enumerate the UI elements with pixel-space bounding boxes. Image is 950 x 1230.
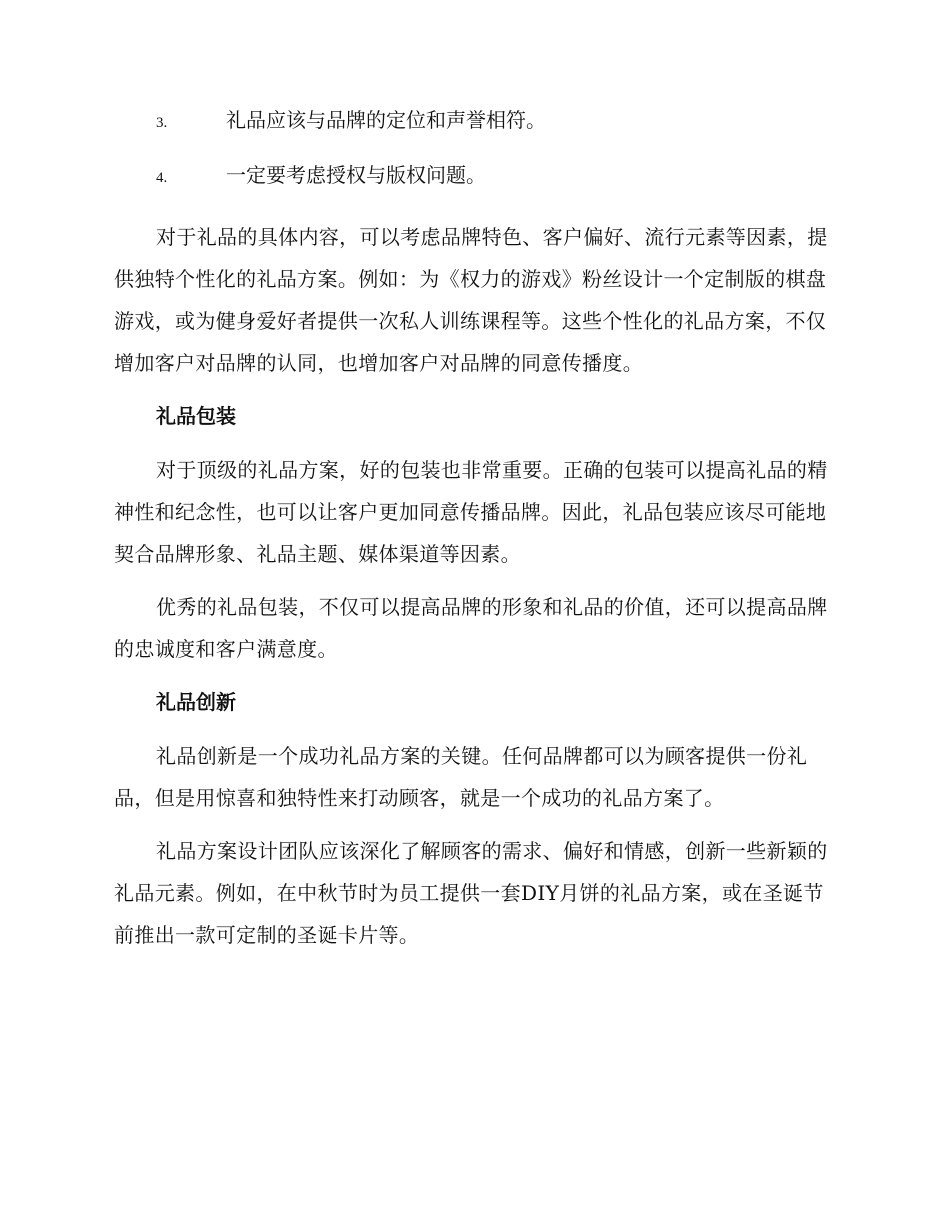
list-item bbox=[114, 161, 834, 189]
document-body bbox=[114, 106, 834, 967]
paragraph-gift-content: 对于礼品的具体内容，可以考虑品牌特色、客户偏好、流行元素等因素，提供独特个性化的礼品方案。例如：为《权力的游戏》粉丝设计一个定制版的棋盘游戏，或为健身爱好者提供一次私人训练课程等。这些个性化的礼品方案，不仅增加客户对品牌的认同，也增加客户对品牌的同意传播度。 bbox=[114, 225, 828, 375]
paragraph-packaging-benefits: 优秀的礼品包装，不仅可以提高品牌的形象和礼品的价值，还可以提高品牌的忠诚度和客户满意度。 bbox=[114, 595, 828, 661]
paragraph-packaging-importance: 对于顶级的礼品方案，好的包装也非常重要。正确的包装可以提高礼品的精神性和纪念性，也可以让客户更加同意传播品牌。因此，礼品包装应该尽可能地契合品牌形象、礼品主题、媒体渠道等因素。 bbox=[114, 458, 828, 566]
list-item-number: 3. bbox=[156, 115, 168, 131]
list-item bbox=[114, 106, 834, 134]
paragraph-innovation-team: 礼品方案设计团队应该深化了解顾客的需求、偏好和情感，创新一些新颖的礼品元素。例如，在中秋节时为员工提供一套DIY月饼的礼品方案，或在圣诞节前推出一款可定制的圣诞卡片等。 bbox=[114, 839, 828, 947]
heading-gift-innovation: 礼品创新 bbox=[156, 690, 236, 714]
list-item-text: 一定要考虑授权与版权问题。 bbox=[226, 163, 486, 187]
list-item-number: 4. bbox=[156, 170, 168, 186]
list-item-text: 礼品应该与品牌的定位和声誉相符。 bbox=[226, 108, 546, 132]
paragraph-innovation-key: 礼品创新是一个成功礼品方案的关键。任何品牌都可以为顾客提供一份礼品，但是用惊喜和独特性来打动顾客，就是一个成功的礼品方案了。 bbox=[114, 744, 808, 810]
heading-gift-packaging: 礼品包装 bbox=[156, 404, 236, 428]
